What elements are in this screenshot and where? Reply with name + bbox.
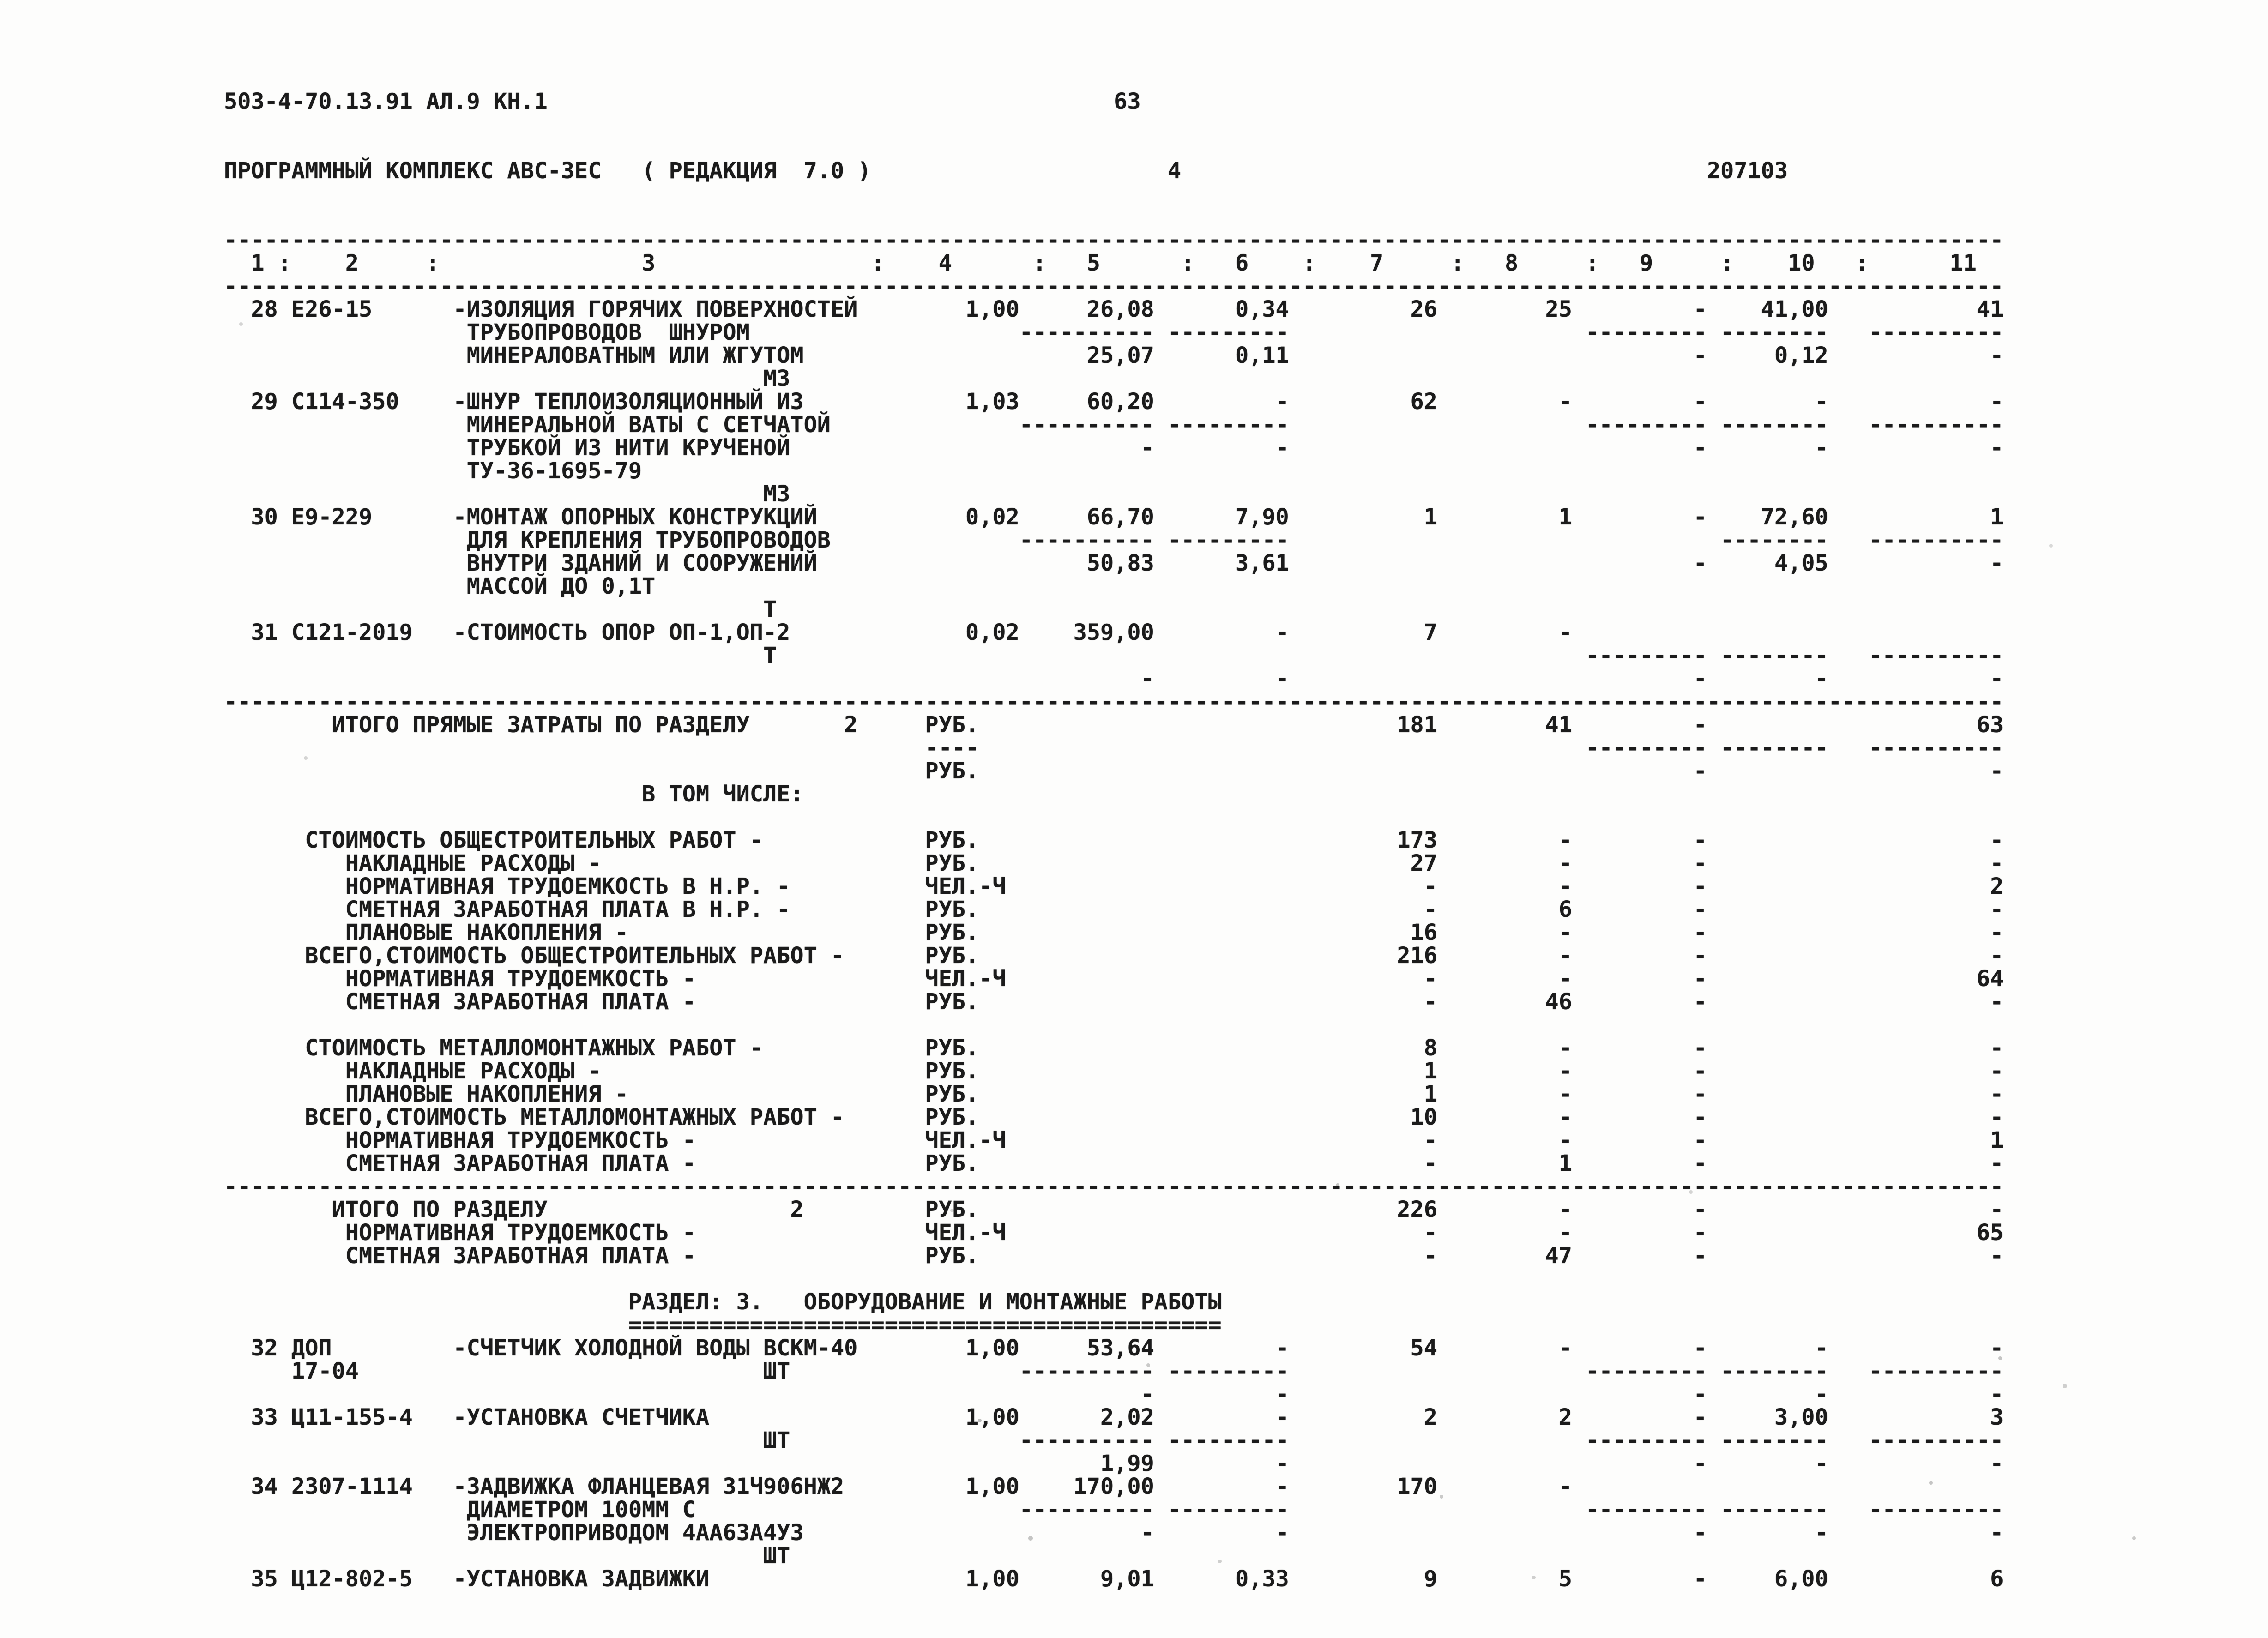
printout-line: 30 Е9-229 -МОНТАЖ ОПОРНЫХ КОНСТРУКЦИЙ 0,02 66,70 7,90 1 1 - 72,60 1 <box>224 504 2004 530</box>
printout-line: М3 <box>224 481 790 507</box>
printout-line: СМЕТНАЯ ЗАРАБОТНАЯ ПЛАТА - РУБ. - 47 - - <box>224 1243 2004 1269</box>
printout-line: ИТОГО ПО РАЗДЕЛУ 2 РУБ. 226 - - - <box>224 1197 2004 1222</box>
printout-line: ВНУТРИ ЗДАНИЙ И СООРУЖЕНИЙ 50,83 3,61 - 4,05 - <box>224 550 2004 576</box>
printout-line: ШТ <box>224 1543 790 1569</box>
printout-line: ------------------------------------------------------------------------------------------------------------------------------------ <box>224 273 2004 299</box>
printout-line: НОРМАТИВНАЯ ТРУДОЕМКОСТЬ - ЧЕЛ.-Ч - - - 64 <box>224 966 2004 992</box>
printout-line: МИНЕРАЛОВАТНЫМ ИЛИ ЖГУТОМ 25,07 0,11 - 0,12 - <box>224 343 2004 368</box>
printout-line: ------------------------------------------------------------------------------------------------------------------------------------ <box>224 1174 2004 1199</box>
printout-line: ------------------------------------------------------------------------------------------------------------------------------------ <box>224 689 2004 715</box>
printout-line: СТОИМОСТЬ ОБЩЕСТРОИТЕЛЬНЫХ РАБОТ - РУБ. 173 - - - <box>224 827 2004 853</box>
printout-line: НОРМАТИВНАЯ ТРУДОЕМКОСТЬ - ЧЕЛ.-Ч - - - 65 <box>224 1220 2004 1246</box>
printout-line: СМЕТНАЯ ЗАРАБОТНАЯ ПЛАТА - РУБ. - 1 - - <box>224 1150 2004 1176</box>
printout-line: ПЛАНОВЫЕ НАКОПЛЕНИЯ - РУБ. 1 - - - <box>224 1081 2004 1107</box>
printout-line: Т --------- -------- ---------- <box>224 643 2004 668</box>
printout-line: СМЕТНАЯ ЗАРАБОТНАЯ ПЛАТА - РУБ. - 46 - - <box>224 989 2004 1015</box>
printout-line <box>224 182 2003 205</box>
printout-line: 17-04 ШТ ---------- --------- --------- -------- ---------- <box>224 1358 2004 1384</box>
printout-line: МАССОЙ ДО 0,1Т <box>224 573 656 599</box>
printout-line: Т <box>224 596 777 622</box>
printout-line: 31 С121-2019 -СТОИМОСТЬ ОПОР ОП-1,ОП-2 0,02 359,00 - 7 - <box>224 620 1572 645</box>
printout-line: М3 <box>224 366 790 391</box>
printout-line <box>224 806 2003 829</box>
printout-line: ВСЕГО,СТОИМОСТЬ ОБЩЕСТРОИТЕЛЬНЫХ РАБОТ - РУБ. 216 - - - <box>224 943 2004 969</box>
printout-line: 503-4-70.13.91 АЛ.9 КН.1 63 <box>224 89 1141 114</box>
printout-line <box>224 113 2003 136</box>
printout-line: ============================================ <box>224 1312 1222 1338</box>
printout <box>224 44 2003 1637</box>
printout-line: МИНЕРАЛЬНОЙ ВАТЫ С СЕТЧАТОЙ ---------- --------- --------- -------- ---------- <box>224 412 2004 438</box>
printout-line: ПРОГРАММНЫЙ КОМПЛЕКС АВС-3ЕС ( РЕДАКЦИЯ 7.0 ) 4 207103 <box>224 158 1788 184</box>
printout-line: 35 Ц12-802-5 -УСТАНОВКА ЗАДВИЖКИ 1,00 9,01 0,33 9 5 - 6,00 6 <box>224 1566 2004 1592</box>
printout-lines <box>224 90 2003 1590</box>
printout-line: - - - - - <box>224 666 2004 692</box>
printout-line: ПЛАНОВЫЕ НАКОПЛЕНИЯ - РУБ. 16 - - - <box>224 920 2004 945</box>
printout-line: РАЗДЕЛ: 3. ОБОРУДОВАНИЕ И МОНТАЖНЫЕ РАБОТЫ <box>224 1289 1222 1315</box>
printout-line: ИТОГО ПРЯМЫЕ ЗАТРАТЫ ПО РАЗДЕЛУ 2 РУБ. 181 41 - 63 <box>224 712 2004 738</box>
printout-line: - - - - - <box>224 1381 2004 1407</box>
printout-line: СТОИМОСТЬ МЕТАЛЛОМОНТАЖНЫХ РАБОТ - РУБ. 8 - - - <box>224 1035 2004 1061</box>
printout-line: 32 ДОП -СЧЕТЧИК ХОЛОДНОЙ ВОДЫ ВСКМ-40 1,00 53,64 - 54 - - - - <box>224 1335 2004 1361</box>
printout-line: СМЕТНАЯ ЗАРАБОТНАЯ ПЛАТА В Н.Р. - РУБ. - 6 - - <box>224 897 2004 922</box>
printout-line: РУБ. - - <box>224 758 2004 784</box>
printout-line: 1 : 2 : 3 : 4 : 5 : 6 : 7 : 8 : 9 : 10 : 11 <box>224 250 1977 276</box>
printout-line <box>224 205 2003 229</box>
printout-line: ТРУБОПРОВОДОВ ШНУРОМ ---------- --------- --------- -------- ---------- <box>224 319 2004 345</box>
printout-line: В ТОМ ЧИСЛЕ: <box>224 781 804 807</box>
printout-line: НОРМАТИВНАЯ ТРУДОЕМКОСТЬ В Н.Р. - ЧЕЛ.-Ч - - - 2 <box>224 873 2004 899</box>
printout-line <box>224 136 2003 159</box>
printout-line: НАКЛАДНЫЕ РАСХОДЫ - РУБ. 1 - - - <box>224 1058 2004 1084</box>
printout-line: ВСЕГО,СТОИМОСТЬ МЕТАЛЛОМОНТАЖНЫХ РАБОТ - РУБ. 10 - - - <box>224 1104 2004 1130</box>
printout-line: ШТ ---------- --------- --------- -------- ---------- <box>224 1427 2004 1453</box>
printout-line: ЭЛЕКТРОПРИВОДОМ 4АА63А4У3 - - - - - <box>224 1520 2004 1546</box>
printout-line: НОРМАТИВНАЯ ТРУДОЕМКОСТЬ - ЧЕЛ.-Ч - - - 1 <box>224 1127 2004 1153</box>
printout-line: 33 Ц11-155-4 -УСТАНОВКА СЧЕТЧИКА 1,00 2,02 - 2 2 - 3,00 3 <box>224 1404 2004 1430</box>
printout-line: 1,99 - - - - <box>224 1451 2004 1476</box>
printout-line: ------------------------------------------------------------------------------------------------------------------------------------ <box>224 227 2004 253</box>
printout-line: ДЛЯ КРЕПЛЕНИЯ ТРУБОПРОВОДОВ ---------- --------- -------- ---------- <box>224 527 2004 553</box>
printout-line: ТРУБКОЙ ИЗ НИТИ КРУЧЕНОЙ - - - - - <box>224 435 2004 461</box>
printout-line: 29 С114-350 -ШНУР ТЕПЛОИЗОЛЯЦИОННЫЙ ИЗ 1,03 60,20 - 62 - - - - <box>224 389 2004 415</box>
printout-line <box>224 1267 2003 1290</box>
printout-line: ДИАМЕТРОМ 100ММ С ---------- --------- --------- -------- ---------- <box>224 1497 2004 1523</box>
printout-line: НАКЛАДНЫЕ РАСХОДЫ - РУБ. 27 - - - <box>224 850 2004 876</box>
printout-line: ТУ-36-1695-79 <box>224 458 642 484</box>
printout-line <box>224 1013 2003 1036</box>
printout-line: 34 2307-1114 -ЗАДВИЖКА ФЛАНЦЕВАЯ 31Ч906НЖ2 1,00 170,00 - 170 - <box>224 1474 1572 1499</box>
printout-line: ---- --------- -------- ---------- <box>224 735 2004 761</box>
printout-line: 28 Е26-15 -ИЗОЛЯЦИЯ ГОРЯЧИХ ПОВЕРХНОСТЕЙ 1,00 26,08 0,34 26 25 - 41,00 41 <box>224 296 2004 322</box>
scan-noise-speckles <box>0 0 2 2</box>
